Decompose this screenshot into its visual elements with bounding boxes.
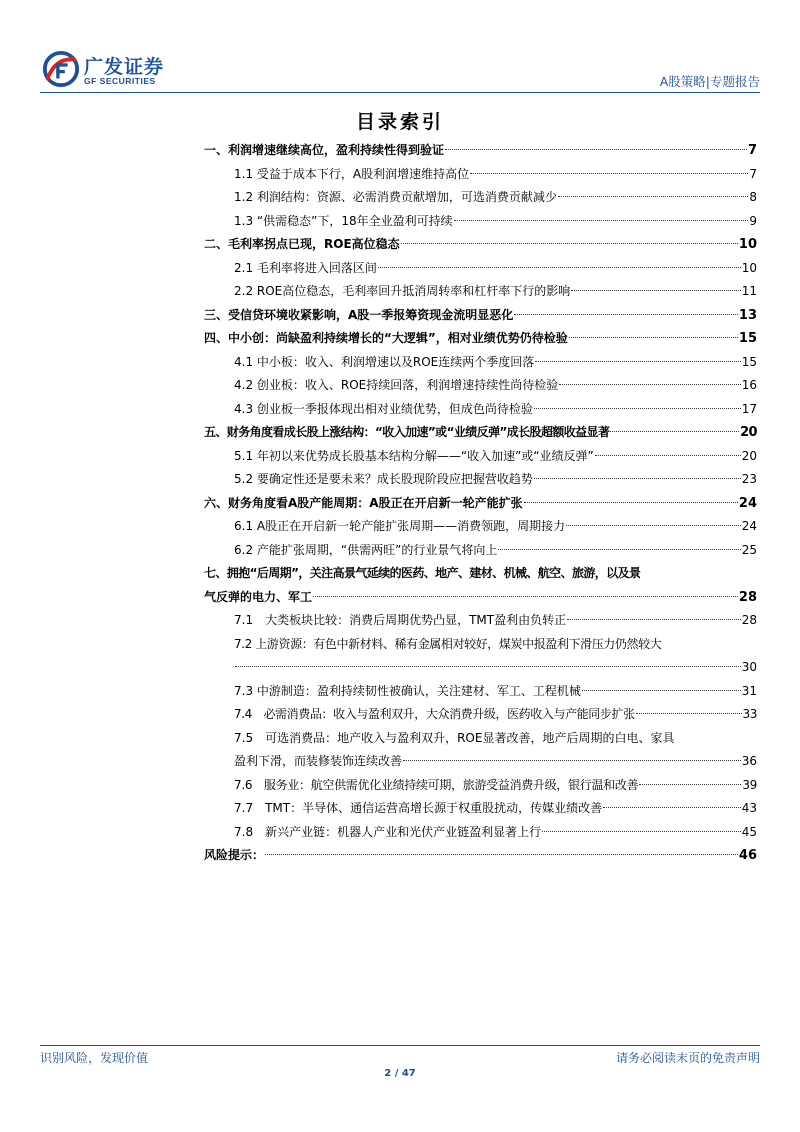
toc-leader bbox=[571, 290, 740, 291]
toc-entry-title: 4.2 创业板：收入、ROE持续回落，利润增速持续性尚待检验 bbox=[234, 378, 559, 392]
toc-entry-4[interactable] bbox=[204, 327, 757, 351]
toc-entry-title: 4.3 创业板一季报体现出相对业绩优势，但成色尚待检验 bbox=[234, 401, 533, 416]
toc-entry-page: 15 bbox=[738, 331, 757, 346]
toc-entry-page: 10 bbox=[738, 237, 757, 252]
toc-entry-page: 7 bbox=[747, 143, 757, 158]
toc-entry-1-1[interactable] bbox=[204, 163, 757, 187]
toc-leader bbox=[313, 596, 738, 597]
toc-entry-7-5[interactable] bbox=[204, 750, 757, 774]
toc-entry-4-1[interactable] bbox=[204, 351, 757, 375]
toc-entry-page: 30 bbox=[741, 660, 757, 674]
toc-entry-title: 4.1 中小板：收入、利润增速以及ROE连续两个季度回落 bbox=[234, 354, 535, 369]
toc-entry-7-3[interactable] bbox=[204, 680, 757, 704]
toc-entry-page: 8 bbox=[749, 190, 757, 204]
toc-entry-5[interactable] bbox=[204, 421, 757, 445]
toc-title: 目录索引 bbox=[355, 111, 444, 133]
toc-leader bbox=[514, 314, 738, 315]
toc-entry-title: 6.1 A股正在开启新一轮产能扩张周期——消费领跑，周期接力 bbox=[234, 519, 566, 533]
toc-entry-title: 7.4 必需消费品：收入与盈利双升，大众消费升级，医药收入与产能同步扩张 bbox=[234, 707, 635, 721]
toc-leader bbox=[603, 807, 741, 808]
toc-entry-page: 31 bbox=[741, 683, 757, 698]
toc-entry-page: 23 bbox=[741, 472, 757, 486]
toc-entry-7-6[interactable] bbox=[204, 774, 757, 798]
toc-leader bbox=[610, 431, 739, 432]
toc-entry-page: 39 bbox=[742, 777, 757, 792]
toc-entry-title: 5.1 年初以来优势成长股基本结构分解——“收入加速”或“业绩反弹” bbox=[234, 448, 594, 463]
toc-entry-title: 7.3 中游制造：盈利持续韧性被确认，关注建材、军工、工程机械 bbox=[234, 683, 581, 698]
toc-leader bbox=[401, 243, 738, 244]
toc-entry-2[interactable] bbox=[204, 233, 757, 257]
toc-entry-7-4[interactable] bbox=[204, 703, 757, 727]
toc-entry-title: 气反弹的电力、军工 bbox=[204, 589, 313, 604]
toc-entry-page: 36 bbox=[741, 754, 757, 768]
toc-leader bbox=[470, 173, 748, 174]
toc-entry-title: 5.2 要确定性还是要未来？成长股现阶段应把握营收趋势 bbox=[234, 472, 533, 486]
toc-entry-title: 1.2 利润结构：资源、必需消费贡献增加，可选消费贡献减少 bbox=[234, 190, 557, 204]
toc-entry-title: 风险提示： bbox=[204, 848, 265, 862]
toc-entry-title: 盈利下滑，而装修装饰连续改善 bbox=[234, 754, 403, 768]
toc-leader bbox=[595, 455, 741, 456]
report-category: A股策略|专题报告 bbox=[659, 74, 760, 89]
toc-entry-2-1[interactable] bbox=[204, 257, 757, 281]
toc-entry-title: 7.1 大类板块比较：消费后周期优势凸显，TMT盈利由负转正 bbox=[234, 613, 567, 627]
page-number: 2 / 47 bbox=[384, 1068, 416, 1079]
toc-leader bbox=[569, 337, 738, 338]
toc-entry-7-5-line1[interactable]: 7.5 可选消费品：地产收入与盈利双升，ROE显著改善，地产后周期的白电、家具 bbox=[234, 730, 675, 745]
toc-entry-page: 9 bbox=[749, 213, 757, 228]
toc-leader bbox=[524, 502, 738, 503]
toc-entry-page: 15 bbox=[741, 354, 757, 369]
toc-entry-page: 25 bbox=[741, 542, 757, 557]
toc-entry-page: 20 bbox=[740, 425, 757, 440]
toc-entry-7-2-line1[interactable]: 7.2 上游资源：有色中新材料、稀有金属相对较好，煤炭中报盈利下滑压力仍然较大 bbox=[234, 636, 662, 651]
toc-entry-5-1[interactable] bbox=[204, 445, 757, 469]
company-logo bbox=[40, 48, 190, 92]
toc-entry-title: 三、受信贷环境收紧影响，A股一季报筹资现金流明显恶化 bbox=[204, 307, 514, 322]
toc-entry-6-2[interactable] bbox=[204, 539, 757, 563]
toc-entry-title: 一、利润增速继续高位，盈利持续性得到验证 bbox=[204, 143, 445, 157]
toc-entry-page: 13 bbox=[738, 307, 757, 323]
toc-entry-1-3[interactable] bbox=[204, 210, 757, 234]
toc-entry-title: 7.8 新兴产业链：机器人产业和光伏产业链盈利显著上行 bbox=[234, 824, 542, 839]
toc-entry-page: 24 bbox=[741, 519, 757, 533]
toc-leader bbox=[535, 361, 740, 362]
toc-entry-7-2[interactable] bbox=[204, 656, 757, 680]
toc-entry-page: 17 bbox=[741, 401, 757, 416]
toc-entry-page: 10 bbox=[741, 260, 757, 275]
toc-entry-7-7[interactable] bbox=[204, 797, 757, 821]
toc-entry-page: 46 bbox=[738, 848, 757, 863]
toc-entry-risk[interactable] bbox=[204, 844, 757, 868]
toc-entry-6-1[interactable] bbox=[204, 515, 757, 539]
toc-entry-page: 28 bbox=[741, 613, 757, 627]
toc-entry-title: 1.3 “供需稳态”下，18年全业盈利可持续 bbox=[234, 213, 453, 228]
toc-entry-title: 2.2 ROE高位稳态，毛利率回升抵消周转率和杠杆率下行的影响 bbox=[234, 284, 571, 298]
toc-entry-2-2[interactable] bbox=[204, 280, 757, 304]
toc-leader bbox=[542, 831, 741, 832]
toc-entry-page: 7 bbox=[749, 166, 757, 181]
toc-leader bbox=[582, 690, 741, 691]
toc-leader bbox=[534, 408, 741, 409]
toc-entry-page: 20 bbox=[741, 448, 757, 463]
toc-entry-7-1[interactable] bbox=[204, 609, 757, 633]
toc-entry-page: 33 bbox=[742, 707, 757, 721]
footer-divider bbox=[40, 1045, 760, 1046]
toc-leader bbox=[235, 666, 741, 667]
toc-leader bbox=[445, 149, 747, 150]
header-divider bbox=[40, 92, 760, 93]
toc-leader bbox=[566, 525, 741, 526]
table-of-contents bbox=[204, 139, 757, 868]
toc-entry-1[interactable] bbox=[204, 139, 757, 163]
toc-entry-1-2[interactable] bbox=[204, 186, 757, 210]
toc-entry-title: 7.7 TMT：半导体、通信运营高增长源于权重股扰动，传媒业绩改善 bbox=[234, 801, 603, 815]
toc-entry-title: 7.6 服务业：航空供需优化业绩持续可期，旅游受益消费升级，银行温和改善 bbox=[234, 777, 639, 792]
toc-leader bbox=[636, 713, 742, 714]
toc-entry-page: 28 bbox=[738, 589, 757, 605]
toc-leader bbox=[639, 784, 741, 785]
toc-entry-title: 二、毛利率拐点已现，ROE高位稳态 bbox=[204, 237, 400, 251]
toc-leader bbox=[534, 478, 741, 479]
toc-leader bbox=[559, 384, 740, 385]
toc-leader bbox=[498, 549, 740, 550]
toc-leader bbox=[454, 220, 749, 221]
toc-entry-page: 43 bbox=[741, 801, 757, 815]
gf-logo-icon bbox=[42, 50, 80, 88]
toc-entry-page: 24 bbox=[738, 495, 757, 511]
toc-entry-title: 四、中小创：尚缺盈利持续增长的“大逻辑”，相对业绩优势仍待检验 bbox=[204, 331, 568, 345]
toc-entry-title: 六、财务角度看A股产能周期：A股正在开启新一轮产能扩张 bbox=[204, 495, 523, 510]
toc-entry-7-line1[interactable]: 七、拥抱“后周期”，关注高景气延续的医药、地产、建材、机械、航空、旅游，以及景 bbox=[204, 566, 641, 580]
page-header bbox=[40, 48, 760, 100]
logo-cn-text: 广发证券 bbox=[84, 56, 165, 78]
toc-leader bbox=[265, 854, 738, 855]
toc-leader bbox=[403, 760, 741, 761]
toc-entry-4-3[interactable] bbox=[204, 398, 757, 422]
toc-entry-page: 45 bbox=[741, 824, 757, 839]
toc-entry-page: 11 bbox=[741, 284, 757, 298]
footer-slogan: 识别风险，发现价值 bbox=[40, 1051, 149, 1065]
toc-entry-3[interactable] bbox=[204, 304, 757, 328]
footer-disclaimer: 请务必阅读末页的免责声明 bbox=[615, 1051, 760, 1065]
toc-entry-title: 1.1 受益于成本下行，A股利润增速维持高位 bbox=[234, 166, 470, 181]
toc-entry-title: 五、财务角度看成长股上涨结构：“收入加速”或“业绩反弹”成长股超额收益显著 bbox=[204, 425, 610, 439]
toc-entry-page: 16 bbox=[741, 378, 757, 392]
toc-leader bbox=[558, 196, 748, 197]
toc-leader bbox=[567, 619, 741, 620]
toc-entry-title: 6.2 产能扩张周期，“供需两旺”的行业景气将向上 bbox=[234, 542, 498, 557]
toc-entry-5-2[interactable] bbox=[204, 468, 757, 492]
logo-en-text: GF SECURITIES bbox=[84, 76, 156, 86]
toc-entry-title: 2.1 毛利率将进入回落区间 bbox=[234, 260, 377, 275]
toc-entry-7[interactable] bbox=[204, 586, 757, 610]
toc-entry-6[interactable] bbox=[204, 492, 757, 516]
toc-leader bbox=[378, 267, 741, 268]
toc-entry-4-2[interactable] bbox=[204, 374, 757, 398]
toc-entry-7-8[interactable] bbox=[204, 821, 757, 845]
